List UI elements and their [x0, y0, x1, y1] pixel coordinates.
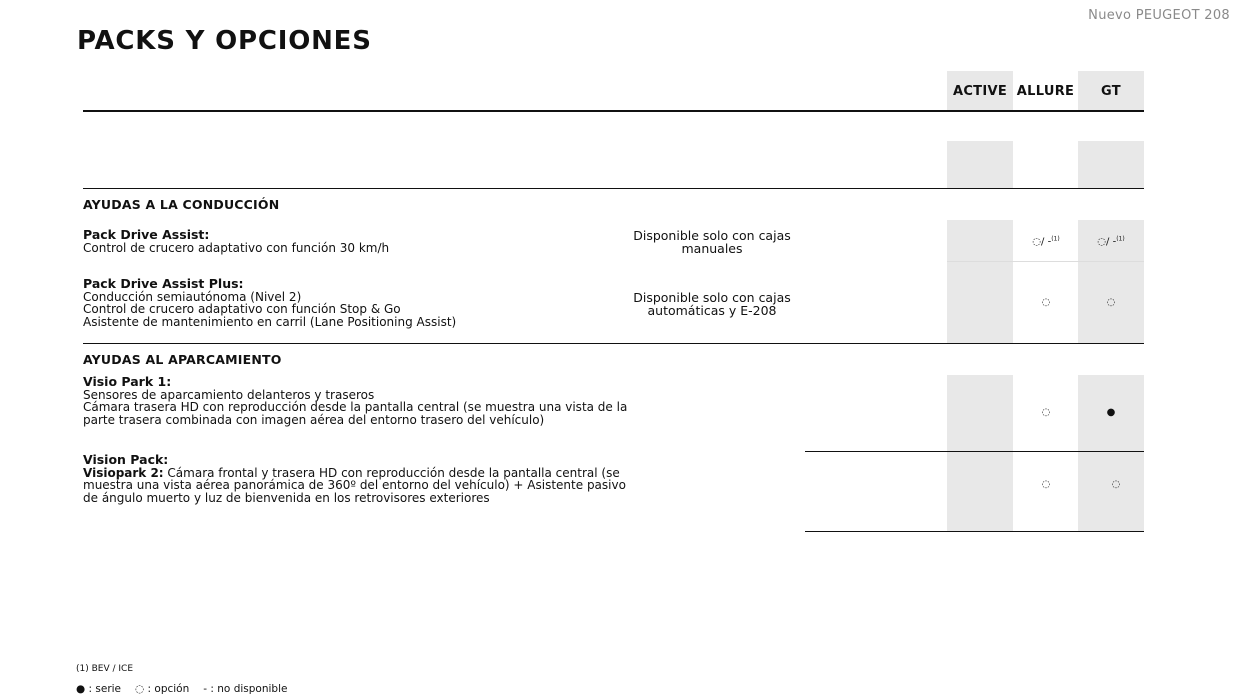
legend-item-option	[135, 683, 189, 695]
legend-label: : opción	[147, 683, 190, 695]
mark-vision-pack-allure: ◌	[1041, 479, 1051, 490]
column-header-gt: GT	[1101, 83, 1121, 99]
note-line: automáticas y E-208	[647, 302, 777, 318]
item-line: de ángulo muerto y luz de bienvenida en los retrovisores exteriores	[83, 490, 490, 505]
item-line: Control de crucero adaptativo con función Stop & Go	[83, 302, 401, 316]
item-line: muestra una vista aérea panorámica de 360º del entorno del vehículo) + Asistente pasivo	[83, 478, 626, 492]
column-bg-active-blank	[947, 141, 1013, 188]
item-line: Sensores de aparcamiento delanteros y traseros	[83, 387, 375, 402]
legend-item-unavailable	[203, 683, 287, 695]
note-line: Disponible solo con cajas	[633, 290, 791, 305]
item-pack-drive-assist-plus	[83, 278, 456, 328]
item-name: Visio Park 1:	[83, 374, 172, 389]
mark-drive-assist-gt	[1097, 235, 1124, 248]
availability-note-automatic	[620, 292, 804, 317]
availability-note-manual	[620, 230, 804, 255]
mark-drive-assist-plus-gt: ◌	[1106, 297, 1116, 308]
item-name: Pack Drive Assist:	[83, 227, 210, 242]
item-name: Vision Pack:	[83, 452, 169, 467]
column-header-active: ACTIVE	[952, 83, 1008, 99]
mark-visio-park-allure: ◌	[1041, 407, 1051, 418]
legend-symbol: ●	[76, 683, 86, 695]
item-line: parte trasera combinada con imagen aérea del entorno trasero del vehículo)	[83, 412, 545, 427]
item-vision-pack	[83, 454, 626, 504]
row-rule-4	[805, 531, 1144, 532]
mark-symbol: ◌/ -	[1097, 236, 1117, 248]
legend-symbol: -	[203, 683, 208, 695]
page-title: PACKS Y OPCIONES	[77, 26, 372, 56]
mark-drive-assist-allure	[1032, 235, 1059, 248]
mark-footnote-ref: (1)	[1051, 235, 1060, 243]
item-pack-drive-assist	[83, 229, 389, 254]
section-title-driving: AYUDAS A LA CONDUCCIÓN	[83, 197, 280, 212]
mark-footnote-ref: (1)	[1116, 235, 1125, 243]
brand-label: Nuevo PEUGEOT 208	[1088, 8, 1230, 23]
footnote: (1) BEV / ICE	[76, 664, 134, 674]
row-separator-1	[947, 261, 1144, 262]
item-line: Conducción semiautónoma (Nivel 2)	[83, 289, 302, 304]
header-rule	[83, 110, 1144, 112]
note-line: Disponible solo con cajas	[633, 228, 791, 243]
item-line: Control de crucero adaptativo con función 30 km/h	[83, 240, 390, 255]
legend	[76, 683, 287, 695]
item-inline-name: Visiopark 2:	[83, 465, 164, 480]
note-line: manuales	[681, 240, 743, 256]
item-visio-park-1	[83, 376, 627, 426]
item-line: Asistente de mantenimiento en carril (Lane Positioning Assist)	[83, 314, 457, 329]
legend-item-standard	[76, 683, 121, 695]
row-rule-3	[805, 451, 1144, 452]
section-rule-2	[83, 343, 1144, 344]
column-header-allure: ALLURE	[1016, 83, 1075, 99]
legend-symbol: ◌	[135, 683, 145, 695]
legend-label: : serie	[88, 683, 122, 695]
mark-symbol: ◌/ -	[1032, 236, 1052, 248]
item-line-text: Cámara frontal y trasera HD con reproducción desde la pantalla central (se	[163, 465, 620, 480]
column-bg-gt-blank	[1078, 141, 1144, 188]
section-rule-1	[83, 188, 1144, 189]
section-title-parking: AYUDAS AL APARCAMIENTO	[83, 352, 282, 367]
mark-drive-assist-plus-allure: ◌	[1041, 297, 1051, 308]
item-line: Cámara trasera HD con reproducción desde la pantalla central (se muestra una vista de la	[83, 400, 628, 414]
column-bg-gt-s2	[1078, 375, 1144, 531]
mark-vision-pack-gt: ◌	[1111, 479, 1121, 490]
column-bg-active-s1	[947, 220, 1013, 343]
mark-visio-park-gt: ●	[1106, 407, 1116, 418]
column-bg-active-s2	[947, 375, 1013, 531]
item-name: Pack Drive Assist Plus:	[83, 276, 244, 291]
legend-label: : no disponible	[210, 683, 288, 695]
